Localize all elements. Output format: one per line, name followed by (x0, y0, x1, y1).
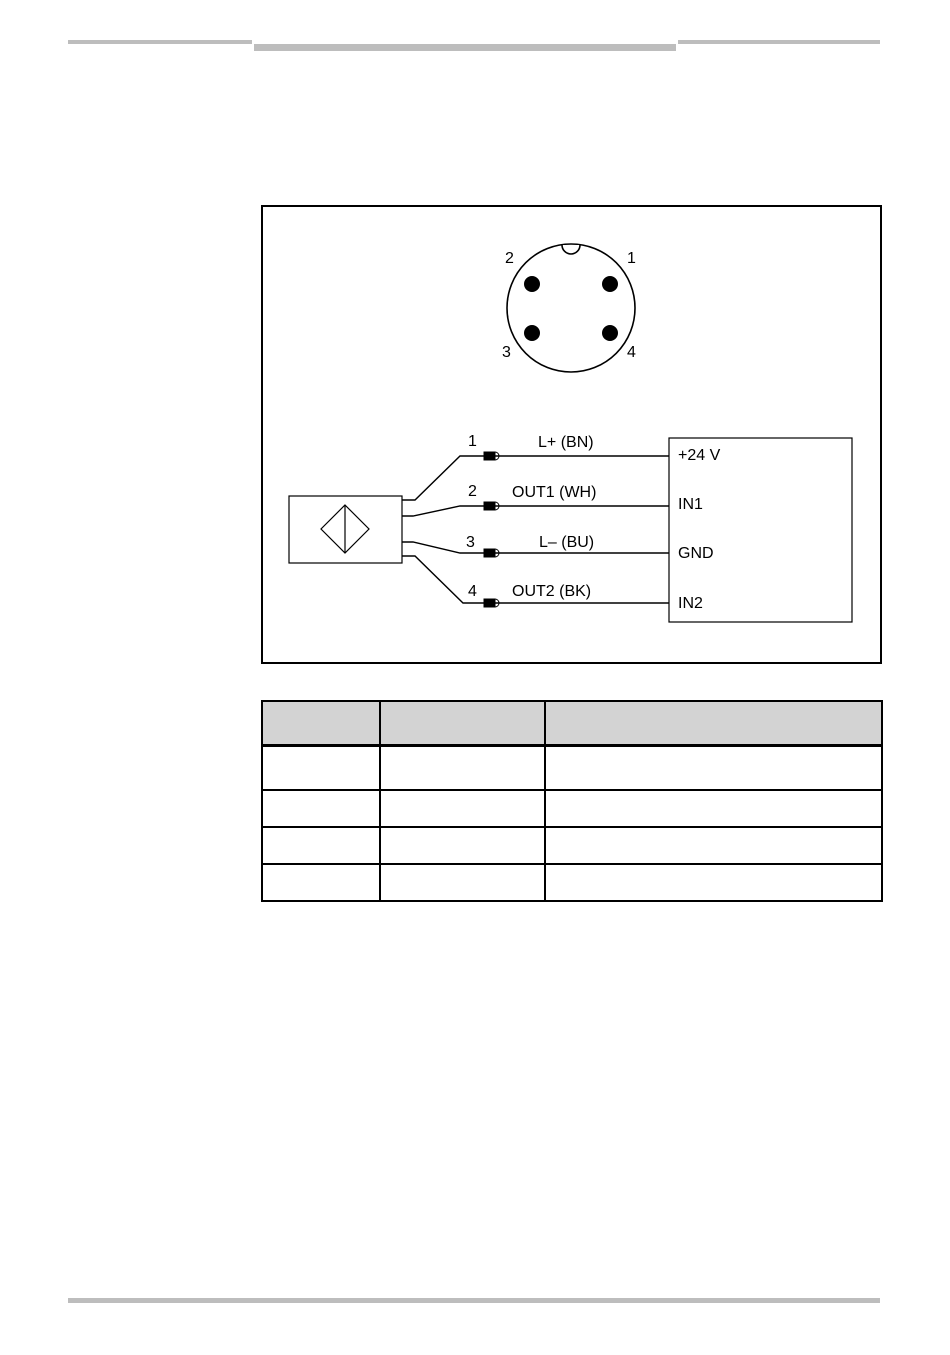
wire-label: OUT2 (BK) (512, 583, 592, 600)
connector-face (502, 244, 636, 372)
connector-pin-4 (602, 325, 618, 341)
table-row (262, 827, 882, 864)
plug-contact-4 (484, 599, 495, 607)
header-rule-center (254, 44, 676, 51)
wire-label: L+ (BN) (538, 434, 594, 451)
connector-key-notch (562, 245, 580, 254)
plug-contacts (484, 452, 499, 607)
table-cell (545, 827, 882, 864)
table-header-cell (262, 701, 380, 745)
wire-label: L– (BU) (539, 534, 595, 551)
connector-pin-label: 1 (627, 250, 636, 267)
terminal-label: GND (678, 545, 714, 562)
wiring-diagram-frame (261, 205, 882, 664)
wire-pin-number: 3 (466, 534, 475, 551)
connector-pin-label: 3 (502, 344, 511, 361)
sensor-symbol (289, 496, 402, 563)
wire-pin-number: 4 (468, 583, 477, 600)
plug-contact-1 (484, 452, 495, 460)
table-cell (380, 827, 545, 864)
table-cell (545, 790, 882, 827)
table-header-cell (380, 701, 545, 745)
table-cell (262, 827, 380, 864)
plug-contact-3 (484, 549, 495, 557)
plug-contact-2 (484, 502, 495, 510)
connector-outline (507, 244, 635, 372)
wiring-diagram (263, 207, 880, 662)
table-row (262, 745, 882, 790)
pin-assignment-table (261, 700, 883, 902)
wire-pin-number: 1 (468, 433, 477, 450)
table-cell (380, 864, 545, 901)
connector-pin-label: 4 (627, 344, 636, 361)
connector-pin-3 (524, 325, 540, 341)
table-cell (262, 864, 380, 901)
table-cell (545, 745, 882, 790)
table-cell (380, 745, 545, 790)
wire-pin-number: 2 (468, 483, 477, 500)
connector-pin-1 (602, 276, 618, 292)
table-cell (262, 790, 380, 827)
wire-label: OUT1 (WH) (512, 484, 597, 501)
table-cell (545, 864, 882, 901)
connector-pin-label: 2 (505, 250, 514, 267)
table-header-row (262, 701, 882, 745)
table-row (262, 790, 882, 827)
lead-2 (402, 506, 485, 516)
sensor-leads (402, 456, 485, 603)
table-cell (262, 745, 380, 790)
header-rule-right (678, 40, 880, 44)
table-cell (380, 790, 545, 827)
terminal-label: IN2 (678, 595, 703, 612)
table-row (262, 864, 882, 901)
table-header-cell (545, 701, 882, 745)
header-rule-left (68, 40, 252, 44)
terminal-label: +24 V (678, 447, 721, 464)
footer-rule (68, 1298, 880, 1303)
terminal-label: IN1 (678, 496, 703, 513)
connector-pin-2 (524, 276, 540, 292)
wire-lines (495, 456, 669, 603)
